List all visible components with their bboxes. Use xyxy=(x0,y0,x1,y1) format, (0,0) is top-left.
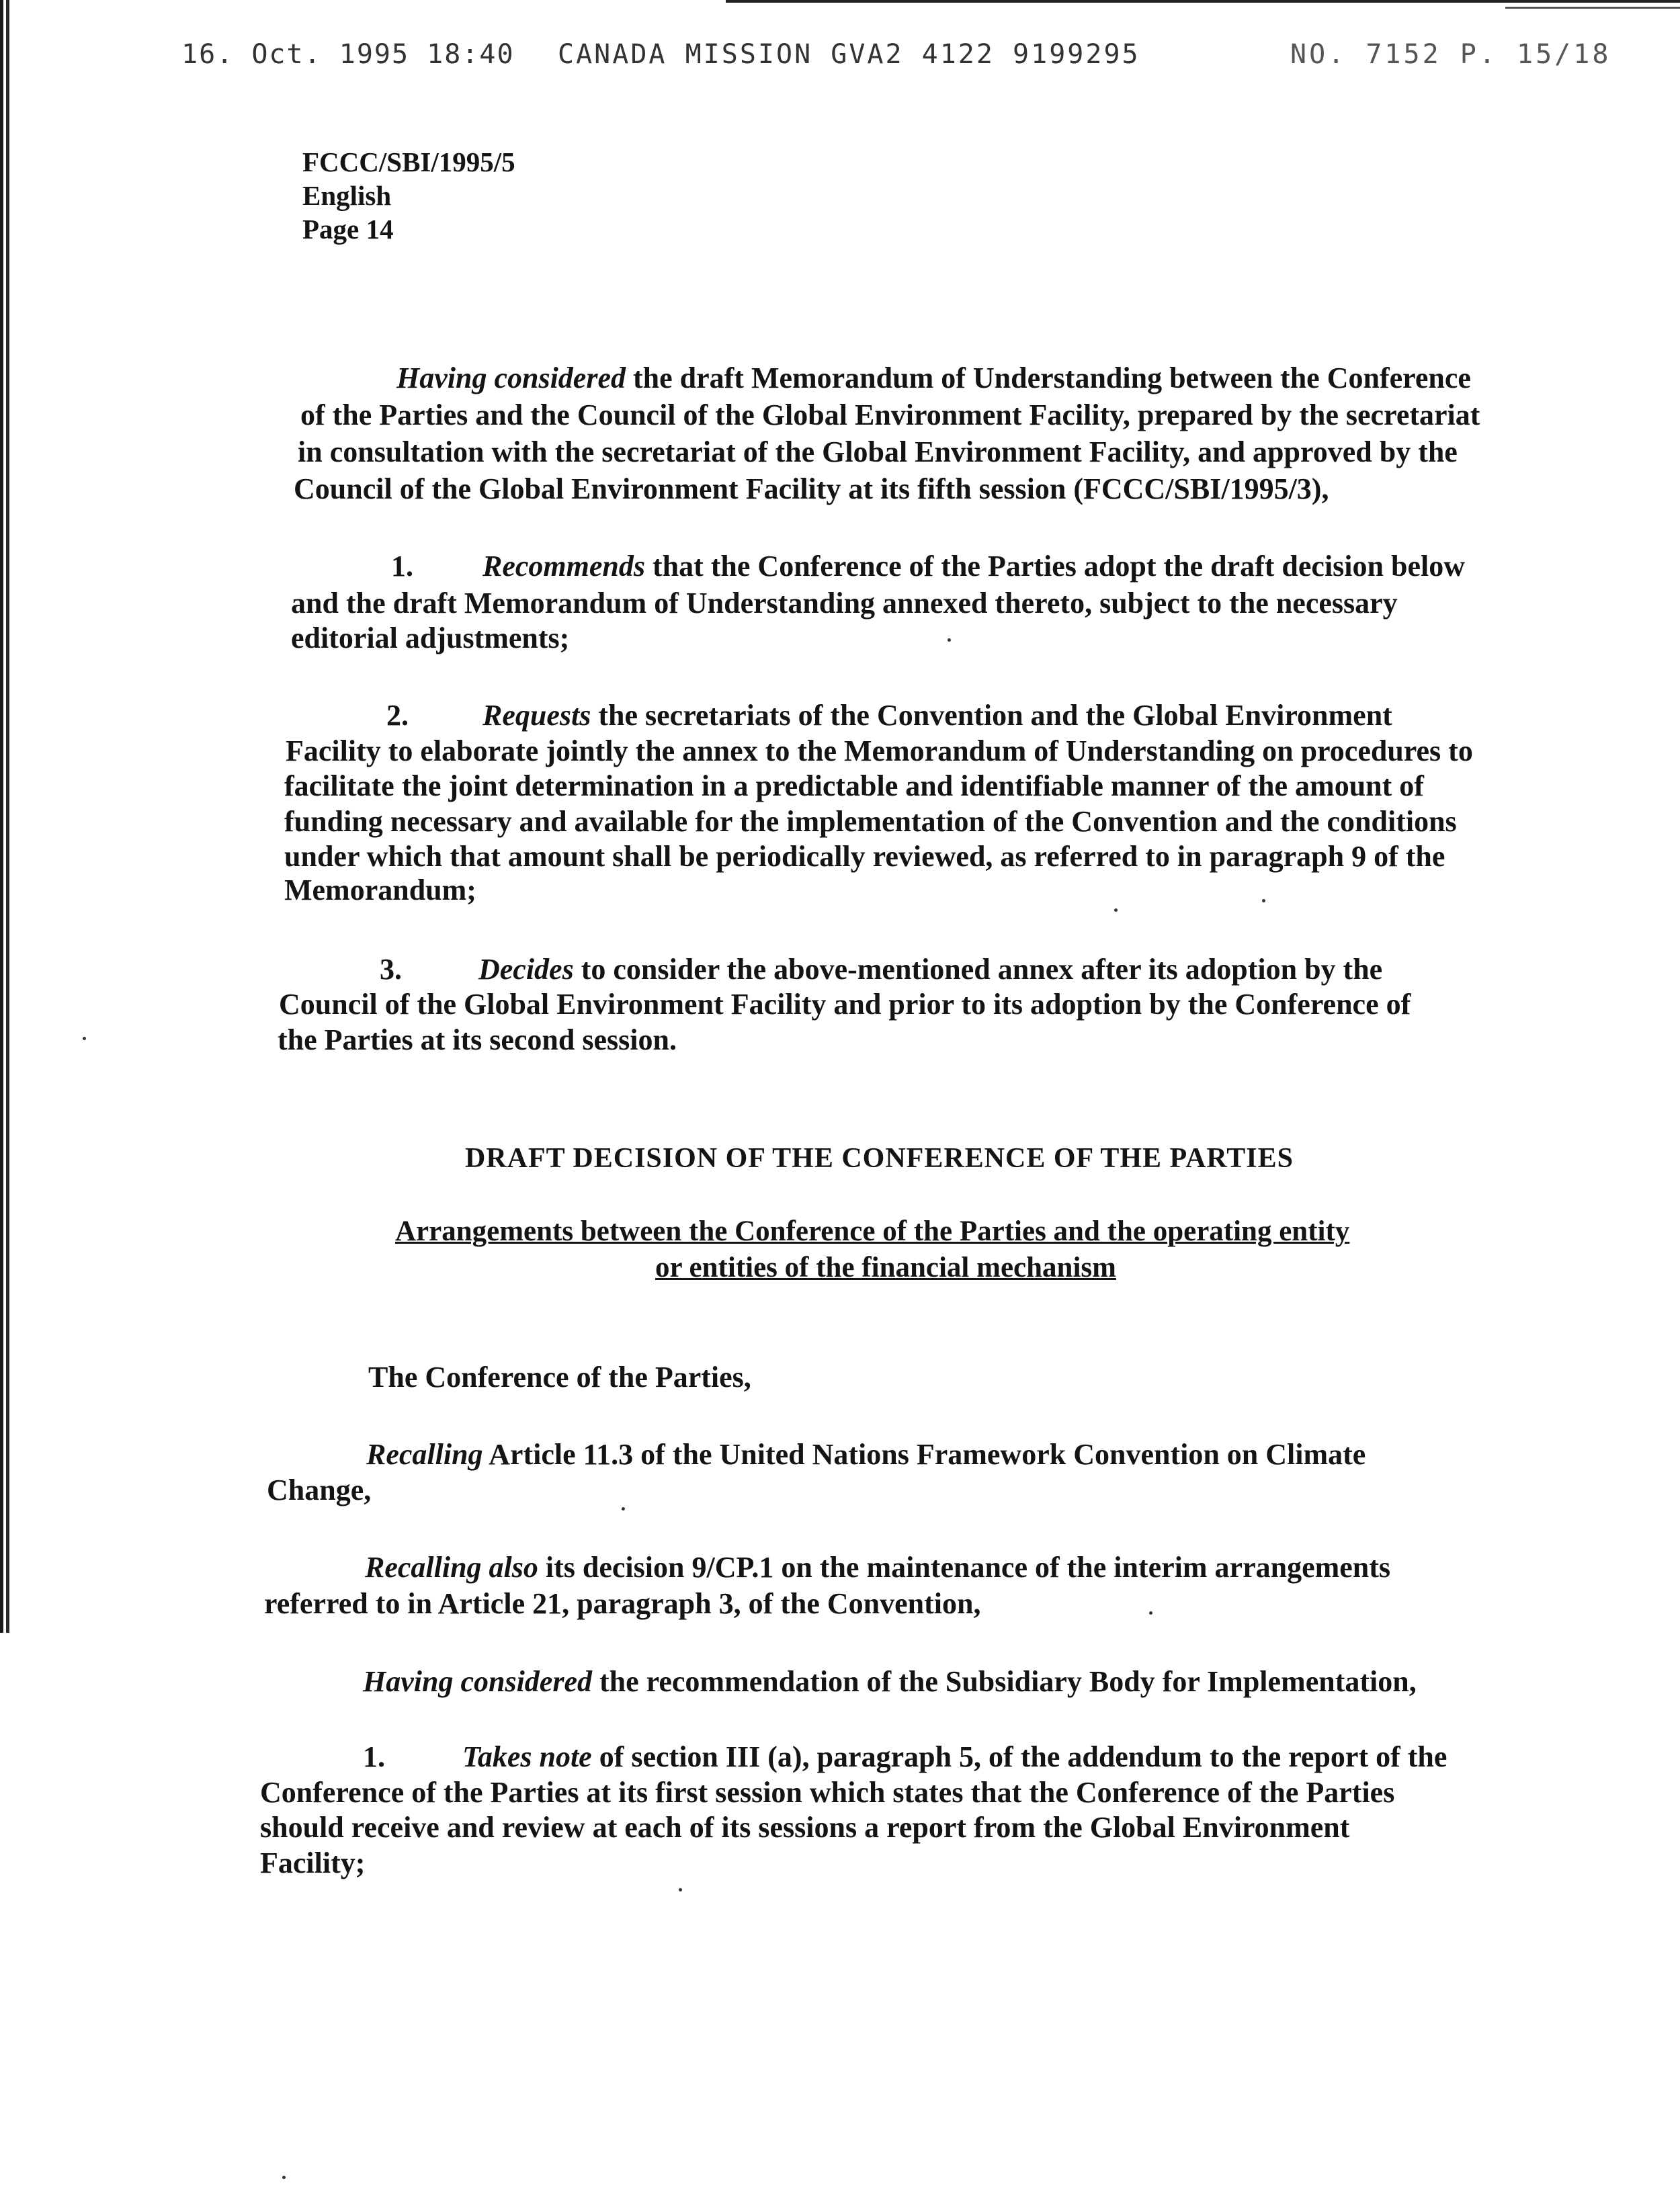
recital-3-lead: Having considered xyxy=(363,1665,592,1698)
item-3-line-2: Council of the Global Environment Facility and prior to its adoption by the Conference of xyxy=(279,988,1411,1021)
scan-speck xyxy=(1149,1611,1152,1615)
recital-2-line-1: its decision 9/CP.1 on the maintenance of the interim arrangements xyxy=(538,1551,1391,1584)
fax-header xyxy=(181,39,1611,86)
item-3-line-1: to consider the above-mentioned annex after its adoption by the xyxy=(573,953,1383,986)
scan-speck xyxy=(622,1507,625,1511)
draft-decision-heading: DRAFT DECISION OF THE CONFERENCE OF THE PARTIES xyxy=(465,1143,1294,1174)
conference-opening: The Conference of the Parties, xyxy=(368,1361,751,1394)
item-2-line-6: Memorandum; xyxy=(284,874,476,906)
item-3-lead: Decides xyxy=(478,953,574,986)
item-1-line-1: that the Conference of the Parties adopt the draft decision below xyxy=(644,550,1465,583)
item-2-line-1: the secretariats of the Convention and the Global Environment xyxy=(591,699,1392,732)
operative-1-line-1: of section III (a), paragraph 5, of the addendum to the report of the xyxy=(591,1740,1447,1773)
operative-1-line-3: should receive and review at each of its sessions a report from the Global Environment xyxy=(260,1811,1350,1844)
scan-speck xyxy=(1114,908,1118,912)
document-symbol: FCCC/SBI/1995/5 xyxy=(302,146,515,177)
item-1-lead: Recommends xyxy=(482,550,645,583)
fax-sender: CANADA MISSION GVA2 4122 9199295 xyxy=(558,39,1140,70)
item-2-number: 2. xyxy=(386,699,409,732)
item-1-line-3: editorial adjustments; xyxy=(291,622,570,654)
item-3-line-3: the Parties at its second session. xyxy=(278,1023,677,1056)
scan-speck xyxy=(282,2176,286,2179)
scan-top-rule-2 xyxy=(1505,7,1680,9)
item-3-number: 3. xyxy=(380,953,402,986)
scan-speck xyxy=(948,638,951,642)
draft-decision-subheading-line-1: Arrangements between the Conference of the Parties and the operating entity xyxy=(395,1216,1350,1247)
item-1-line-2: and the draft Memorandum of Understanding annexed thereto, subject to the necessary xyxy=(291,587,1398,620)
preamble-lead: Having considered xyxy=(396,361,626,394)
scan-left-edge xyxy=(0,0,9,1633)
item-2-line-2: Facility to elaborate jointly the annex to the Memorandum of Understanding on procedures to xyxy=(286,734,1473,767)
operative-1-number: 1. xyxy=(363,1740,385,1773)
preamble-line-1: the draft Memorandum of Understanding between the Conference xyxy=(625,361,1471,394)
recital-3-line-1: the recommendation of the Subsidiary Body for Implementation, xyxy=(591,1665,1417,1698)
recital-1-lead: Recalling xyxy=(366,1438,483,1471)
document-language: English xyxy=(302,180,392,211)
recital-1-line-1: Article 11.3 of the United Nations Framework Convention on Climate xyxy=(482,1438,1366,1471)
preamble-line-2: of the Parties and the Council of the Global Environment Facility, prepared by the secretariat xyxy=(300,398,1480,431)
operative-1-lead: Takes note xyxy=(462,1740,592,1773)
recital-1-line-2: Change, xyxy=(267,1474,372,1506)
scan-speck xyxy=(83,1037,86,1040)
scan-top-rule xyxy=(726,0,1680,3)
document-page: Page 14 xyxy=(302,214,394,245)
preamble-line-4: Council of the Global Environment Facility at its fifth session (FCCC/SBI/1995/3), xyxy=(294,472,1329,505)
draft-decision-subheading-line-2: or entities of the financial mechanism xyxy=(655,1252,1116,1283)
recital-2-lead: Recalling also xyxy=(365,1551,538,1584)
fax-page-marker: NO. 7152 P. 15/18 xyxy=(1290,39,1611,70)
operative-1-line-2: Conference of the Parties at its first session which states that the Conference of the Parties xyxy=(260,1776,1395,1809)
preamble-line-3: in consultation with the secretariat of the Global Environment Facility, and approved by the xyxy=(298,435,1458,468)
scan-speck xyxy=(1262,899,1265,902)
item-2-lead: Requests xyxy=(482,699,591,732)
fax-datetime: 16. Oct. 1995 18:40 xyxy=(181,39,515,70)
item-1-number: 1. xyxy=(391,550,413,583)
operative-1-line-4: Facility; xyxy=(260,1846,366,1879)
item-2-line-5: under which that amount shall be periodically reviewed, as referred to in paragraph 9 of the xyxy=(284,840,1445,873)
document-identifier xyxy=(302,145,515,246)
item-2-line-3: facilitate the joint determination in a predictable and identifiable manner of the amount of xyxy=(284,769,1424,802)
item-2-line-4: funding necessary and available for the implementation of the Convention and the conditions xyxy=(284,805,1457,838)
scan-speck xyxy=(679,1888,682,1891)
recital-2-line-2: referred to in Article 21, paragraph 3, of the Convention, xyxy=(264,1587,981,1620)
